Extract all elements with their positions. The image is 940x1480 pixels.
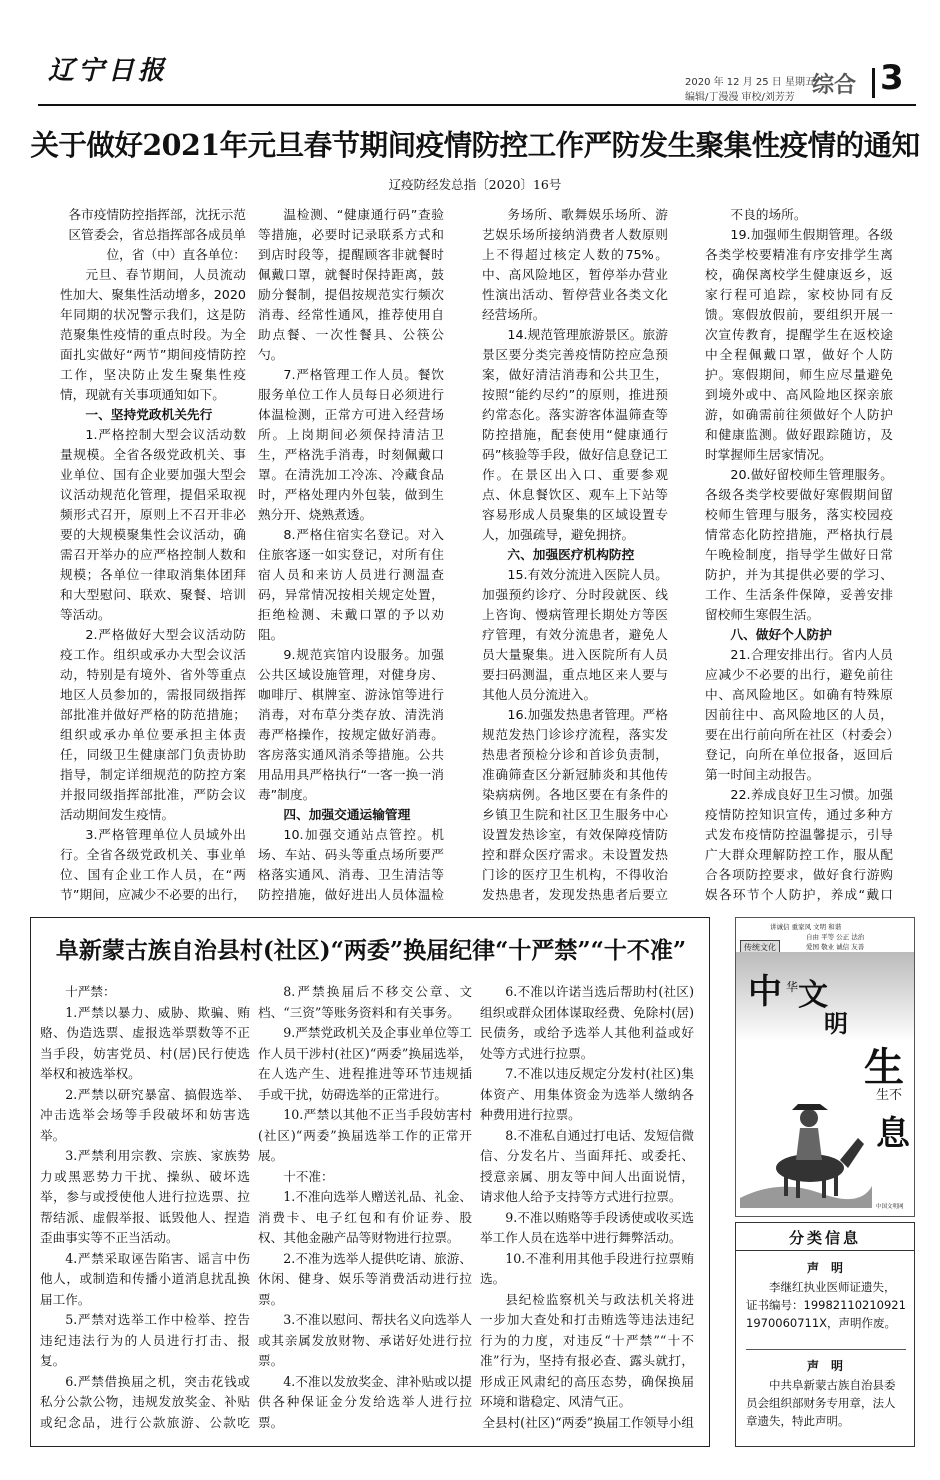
page-number: 3 xyxy=(880,58,904,98)
paragraph: 6.不准以许诺当选后帮助村(社区)组织或群众团体谋取经费、免除村(居)民债务，或给予选举人其他利益或好处等方式进行拉票。 xyxy=(480,984,694,1061)
paragraph: 十不准： xyxy=(283,1168,334,1184)
article2-title: 阜新蒙古族自治县村(社区)“两委”换届纪律“十严禁”“十不准” xyxy=(55,937,687,964)
paragraph: 六、加强医疗机构防控 xyxy=(507,547,635,562)
paragraph: 10.不准利用其他手段进行拉票贿选。 xyxy=(480,1250,694,1286)
paragraph: 16.加强发热患者管理。严格规范发热门诊诊疗流程，落实发热患者预检分诊和首诊负责制，准确筛查区分新冠肺炎和其他传染病病例。各地区要在有条件的乡镇卫生院和社区卫生服务中心设置发热诊室，有效保障疫情防控和群众医疗需求。未设置发热门诊的医疗卫生机构，不得收治发热患者，发现发热患者后要立 xyxy=(482,707,668,902)
article2-column-3 xyxy=(480,982,694,1432)
notice-2-text: 中共阜新蒙古族自治县委员会组织部财务专用章，法人章遗失，特此声明。 xyxy=(746,1378,896,1428)
paragraph: 3.不准以慰问、帮扶名义向选举人或其亲属发放财物、承诺好处进行拉票。 xyxy=(258,1312,472,1368)
paragraph: 1.不准向选举人赠送礼品、礼金、消费卡、电子红包和有价证券、股权、其他金融产品等财物进行拉票。 xyxy=(258,1189,472,1245)
paragraph: 6.严禁借换届之机，突击花钱或私分公款公物，违规发放奖金、补贴或纪念品，进行公款旅游、公款吃 xyxy=(40,1373,250,1430)
poster-credit: 中国文明网 xyxy=(876,1204,904,1210)
section-name: 综合 xyxy=(812,73,857,98)
poster-big-char-1: 中 xyxy=(748,972,782,1012)
paragraph: 10.严禁以其他不正当手段妨害村(社区)“两委”换届选举工作的正常开展。 xyxy=(258,1107,472,1163)
classified-title: 分类信息 xyxy=(788,1229,861,1247)
paragraph: 8.严格住宿实名登记。对入住旅客逐一如实登记，对所有住宿人员和来访人员进行测温查码，异常情况按相关规定处置，拒绝检测、未戴口罩的予以劝阻。 xyxy=(258,527,444,642)
paragraph: 22.养成良好卫生习惯。加强疫情防控知识宣传，通过多种方式发布疫情防控温馨提示，引导广大群众理解防控工作，服从配合各项防控要求，做好食行游购娱各环节个人防护，养成“戴口 xyxy=(705,787,893,902)
paragraph: 8.严禁换届后不移交公章、文档、“三资”等账务资料和有关事务。 xyxy=(258,984,472,1020)
paragraph: 20.做好留校师生管理服务。各级各类学校要做好寒假期间留校师生管理与服务，落实校园疫情常态化防控措施，严格执行晨午晚检制度，指导学生做好日常防护，并为其提供必要的学习、工作、生活条件保障，妥善安排留校师生寒假生活。 xyxy=(705,467,893,622)
article1-column-4 xyxy=(705,205,893,905)
editor-line: 编辑/丁漫漫 审校/刘芳芳 xyxy=(685,92,795,103)
paragraph: 1.严格控制大型会议活动数量规模。全省各级党政机关、事业单位、国有企业要加强大型会议活动规范化管理，提倡采取视频形式召开，原则上不召开非必要的大规模聚集性会议活动，确需召开举办的应严格控制人数和规模；各单位一律取消集体团拜和大型慰问、联欢、聚餐、培训等活动。 xyxy=(60,427,246,622)
paragraph: 4.不准以发放奖金、津补贴或以提供各种保证金分发给选举人进行拉票。 xyxy=(258,1373,472,1430)
paragraph: 5.严禁对选举工作中检举、控告违纪违法行为的人员进行打击、报复。 xyxy=(40,1312,250,1368)
article-title: 关于做好2021年元旦春节期间疫情防控工作严防发生聚集性疫情的通知 xyxy=(30,128,920,162)
paragraph: 务场所、歌舞娱乐场所、游艺娱乐场所接纳消费者人数原则上不得超过核定人数的75%。中、高风险地区，暂停举办营业性演出活动、暂停营业各类文化经营场所。 xyxy=(482,207,668,322)
paragraph: 八、做好个人防护 xyxy=(730,627,832,642)
paragraph: 不良的场所。 xyxy=(730,207,807,222)
poster-big-char-5: 息 xyxy=(876,1114,910,1154)
paragraph: 一、坚持党政机关先行 xyxy=(85,407,213,422)
notice-divider xyxy=(746,1349,906,1350)
masthead xyxy=(0,0,940,120)
poster-slogan-3: 爱国 敬业 诚信 友善 xyxy=(806,943,865,951)
paragraph: 7.不准以违反规定分发村(社区)集体资产、用集体资金为选举人缴纳各种费用进行拉票。 xyxy=(480,1066,694,1122)
paragraph: 全县村(社区)“两委”换届工作领导小组 xyxy=(482,1414,694,1430)
paragraph: 四、加强交通运输管理 xyxy=(283,807,411,822)
poster-stamp: 传统文化 xyxy=(740,940,780,955)
paragraph: 9.严禁党政机关及企事业单位等工作人员干涉村(社区)“两委”换届选举，在人选产生、进程推进等环节违规插手或干扰，妨碍选举的正常进行。 xyxy=(258,1025,472,1102)
paragraph: 3.严格管理单位人员域外出行。全省各级党政机关、事业单位、国有企业工作人员，在“两节”期间，应减少不必要的出行， xyxy=(60,827,246,902)
article1-column-1 xyxy=(60,205,246,905)
article2-column-2 xyxy=(258,982,472,1432)
paragraph: 1.严禁以暴力、威胁、欺骗、贿赂、伪造选票、虚报选举票数等不正当手段，妨害党员、村(居)民行使选举权和被选举权。 xyxy=(40,1004,250,1081)
paragraph: 14.规范管理旅游景区。旅游景区要分类完善疫情防控应急预案，做好清洁消毒和公共卫生，按照“能约尽约”的原则，推进预约常态化。落实游客体温筛查等防控措施，配套使用“健康通行码”核验等手段，做好信息登记工作。在景区出入口、重要参观点、休息餐饮区、观车上下站等容易形成人员聚集的区域设置专人，加强疏导，避免拥挤。 xyxy=(482,327,668,542)
paragraph: 4.严禁采取诬告陷害、谣言中伤他人，或制造和传播小道消息扰乱换届工作。 xyxy=(40,1250,250,1307)
poster-big-char-2: 文 xyxy=(798,978,828,1013)
poster-small-char-1: 华 xyxy=(786,980,799,994)
newspaper-logo: 辽宁日报 xyxy=(48,56,169,86)
paragraph: 10.加强交通站点管控。机场、车站、码头等重点场所要严格落实通风、消毒、卫生清洁等防控措施，做好进出人员体温检 xyxy=(258,827,444,902)
poster-slogan-1: 讲诚信 重家风 文明 和谐 xyxy=(770,923,842,931)
public-service-poster xyxy=(735,917,915,1217)
notice-1-title: 声 明 xyxy=(806,1261,843,1275)
date-line: 2020 年 12 月 25 日 星期五 xyxy=(685,77,815,88)
paragraph: 各市疫情防控指挥部，沈抚示范区管委会，省总指挥部各成员单位，省（中）直各单位： xyxy=(68,207,246,262)
poster-rider-illustration xyxy=(740,1068,872,1208)
paragraph: 县纪检监察机关与政法机关将进一步加大查处和打击贿选等违法违纪行为的力度，对违反“十严禁”“十不准”行为，坚持有报必查、露头就打，形成正风肃纪的高压态势，确保换届环境和谐稳定、风清气正。 xyxy=(480,1291,694,1409)
paragraph: 元旦、春节期间，人员流动性加大、聚集性活动增多，2020年同期的状况警示我们，这是防范聚集性疫情的重点时段。为全面扎实做好“两节”期间疫情防控工作，坚决防止发生聚集性疫情，现就有关事项通知如下。 xyxy=(60,267,246,402)
paragraph: 2.严格做好大型会议活动防疫工作。组织或承办大型会议活动，特别是有境外、省外等重点地区人员参加的，需报同级指挥部批准并做好严格的防范措施；组织或承办单位要承担主体责任，同级卫生健康部门负责协助指导，制定详细规范的防控方案并报同级指挥部批准，严防会议活动期间发生疫情。 xyxy=(60,627,246,822)
article1-column-2 xyxy=(258,205,444,905)
paragraph: 温检测、“健康通行码”查验等措施，必要时记录联系方式和到店时段等，提醒顾客非就餐时佩戴口罩，就餐时保持距离，鼓励分餐制，提倡按规范实行频次消毒、经常性通风，推荐使用自助点餐、一次性餐具、公筷公勺。 xyxy=(258,207,444,362)
notice-1-text: 李继红执业医师证遗失，证书编号：199821102109211970060711X，声明作废。 xyxy=(746,1280,906,1330)
paragraph: 9.规范宾馆内设服务。加强公共区域设施管理，对健身房、咖啡厅、棋牌室、游泳馆等进行消毒，对布草分类存放、清洗消毒严格操作，按规定做好消毒。客房落实通风消杀等措施。公共用品用具严格执行“一客一换一消毒”制度。 xyxy=(258,647,444,802)
paragraph: 19.加强师生假期管理。各级各类学校要精准有序安排学生离校，确保离校学生健康返乡，返家行程可追踪，家校协同有反馈。寒假放假前，要组织开展一次宣传教育，提醒学生在返校途中全程佩戴口罩，做好个人防护。寒假期间，师生应尽量避免到境外或中、高风险地区探亲旅游，如确需前往须做好个人防护和健康监测。做好跟踪随访，及时掌握师生居家情况。 xyxy=(705,227,893,462)
classified-box xyxy=(735,1222,915,1447)
paragraph: 9.不准以贿赂等手段诱使或收买选举工作人员在选举中进行舞弊活动。 xyxy=(480,1209,694,1245)
paragraph: 2.不准为选举人提供吃请、旅游、休闲、健身、娱乐等消费活动进行拉票。 xyxy=(258,1250,472,1307)
paragraph: 8.不准私自通过打电话、发短信微信、分发名片、当面拜托、或委托、授意亲属、朋友等中间人出面说情，请求他人给予支持等方式进行拉票。 xyxy=(480,1127,694,1204)
paragraph: 十严禁： xyxy=(65,984,116,999)
poster-big-char-3: 明 xyxy=(824,1009,848,1038)
notice-2-title: 声 明 xyxy=(806,1359,843,1373)
document-number: 辽疫防经发总指〔2020〕16号 xyxy=(388,177,562,192)
masthead-rule xyxy=(38,104,916,106)
poster-big-char-4: 生 xyxy=(864,1044,904,1091)
poster-slogan-2: 自由 平等 公正 法治 xyxy=(806,933,865,941)
article1-column-3 xyxy=(482,205,668,905)
paragraph: 7.严格管理工作人员。餐饮服务单位工作人员每日必须进行体温检测，正常方可进入经营场所。上岗期间必须保持清洁卫生，严格洗手消毒，时刻佩戴口罩。在清洗加工冷冻、冷藏食品时，严格处理内外包装，做到生熟分开、烧熟煮透。 xyxy=(258,367,444,522)
poster-small-char-4: 生不 xyxy=(876,1088,903,1103)
section-divider xyxy=(872,68,875,98)
paragraph: 15.有效分流进入医院人员。加强预约诊疗、分时段就医、线上咨询、慢病管理长期处方等医疗管理，有效分流患者，避免人员大量聚集。进入医院所有人员要扫码测温，重点地区来人要与其他人员分流进入。 xyxy=(482,567,668,702)
paragraph: 2.严禁以研究暴富、搞假选举、冲击选举会场等手段破坏和妨害选举。 xyxy=(40,1086,250,1143)
paragraph: 21.合理安排出行。省内人员应减少不必要的出行，避免前往中、高风险地区。如确有特殊原因前往中、高风险地区的人员，要在出行前向所在社区（村委会）登记，向所在单位报备，返回后第一时间主动报告。 xyxy=(705,647,893,782)
article2-column-1 xyxy=(40,982,250,1432)
paragraph: 3.严禁利用宗教、宗族、家族势力或黑恶势力干扰、操纵、破坏选举，参与或授使他人进行拉选票、拉帮结派、虚假举报、诋毁他人、捏造歪曲事实等不正当活动。 xyxy=(40,1148,250,1245)
